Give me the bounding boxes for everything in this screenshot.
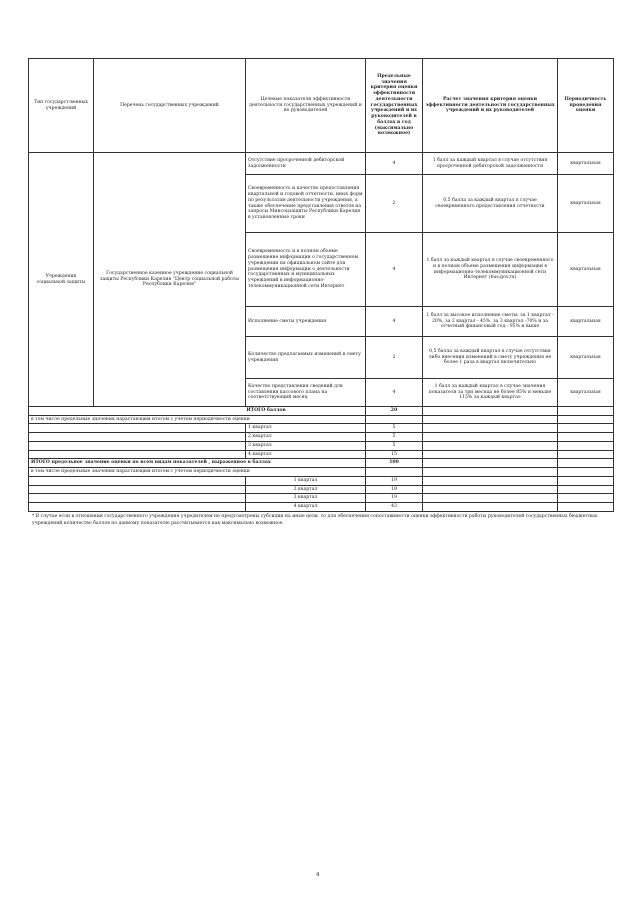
- evaluation-table: [28, 58, 614, 512]
- quarter-value: 15: [366, 450, 423, 459]
- points-cell: 4: [366, 153, 423, 175]
- subtotal-label: в том числе предельные значения нарастающим итогом с учетом периодичности оценки: [29, 468, 366, 477]
- quarter-value: 19: [366, 485, 423, 494]
- points-cell: 4: [366, 379, 423, 407]
- grand-total-row: [29, 459, 614, 468]
- quarter-label: 3 квартал: [246, 494, 366, 503]
- quarter-label: 3 квартал: [246, 441, 366, 450]
- calc-cell: 0,5 балла за каждый квартал в случае отсутствия либо внесения изменений в смету учреждения не более 1 раза в квартал включительно: [423, 337, 558, 379]
- quarter-value: 5: [366, 424, 423, 433]
- header-target-indicators: Целевые показатели эффективности деятельности государственных учреждений и их руководителей: [246, 59, 366, 153]
- total-label: ИТОГО баллов: [29, 407, 366, 416]
- indicator-cell: Исполнение сметы учреждения: [246, 307, 366, 337]
- total-row: [29, 407, 614, 416]
- header-row: [29, 59, 614, 153]
- total-value: 20: [366, 407, 423, 416]
- calc-cell: 1 балл за каждый квартал в случае отсутствия просроченной дебиторской задолженности: [423, 153, 558, 175]
- quarter-value: 43: [366, 503, 423, 512]
- footnote: * В случае если в отношении государственного учреждения учредителем не предусмотрены субсидии на иные цели, то для обеспечения сопоставимости оценки эффективности работы руководителей государственных бюджетных учреждений количество баллов по данному показателю рассчитывается как максимально возможное.: [32, 514, 598, 526]
- calc-cell: 0,5 балла за каждый квартал в случае своевременного предоставления отчетности: [423, 175, 558, 233]
- indicator-cell: Отсутствие просроченной дебиторской задолженности: [246, 153, 366, 175]
- quarter-value: 5: [366, 433, 423, 442]
- indicator-cell: Своевременность и в полном объеме размещение информации о государственном учреждении на официальном сайте для размещения информации о деятельности государственных и муниципальных учреждений в информационно-телекоммуникационной сети Интернет: [246, 233, 366, 307]
- quarter-row: [29, 494, 614, 503]
- quarter-label: 4 квартал: [246, 503, 366, 512]
- quarter-row: [29, 503, 614, 512]
- subtotal-label: в том числе предельные значения нарастающим итогом с учетом периодичности оценки: [29, 415, 366, 424]
- quarter-row: [29, 424, 614, 433]
- page-number: 4: [316, 872, 320, 878]
- period-cell: квартальная: [558, 379, 614, 407]
- subtotal-label-row: [29, 415, 614, 424]
- quarter-row: [29, 485, 614, 494]
- indicator-cell: Количество предлагаемых изменений в смету учреждения: [246, 337, 366, 379]
- quarter-label: 4 квартал: [246, 450, 366, 459]
- quarter-row: [29, 433, 614, 442]
- calc-cell: 1 балл за высокое исполнение сметы: за 1 квартал - 20%, за 2 квартал - 45%, за 3 квартал -70% и за отчетный финансовый год - 95% и выше: [423, 307, 558, 337]
- header-institution-list: Перечень государственных учреждений: [94, 59, 246, 153]
- header-calculation: Расчет значения критерия оценки эффективности деятельности государственных учреждений и их руководителей: [423, 59, 558, 153]
- period-cell: квартальная: [558, 337, 614, 379]
- period-cell: квартальная: [558, 153, 614, 175]
- quarter-label: 1 квартал: [246, 476, 366, 485]
- period-cell: квартальная: [558, 307, 614, 337]
- indicator-cell: Своевременность и качество предоставления квартальной и годовой отчетности, иных форм по результатам деятельности учреждения, а также обеспечение представления ответов на запросы Минсоцзащиты Республики Карелия в установленные сроки: [246, 175, 366, 233]
- grand-total-label: ИТОГО предельное значение оценки по всем видам показателей , выраженное в баллах: [29, 459, 366, 468]
- quarter-value: 19: [366, 494, 423, 503]
- quarter-value: 5: [366, 441, 423, 450]
- grand-total-value: 100: [366, 459, 423, 468]
- points-cell: 4: [366, 307, 423, 337]
- points-cell: 4: [366, 233, 423, 307]
- header-institution-type: Тип государст-венных учреждений: [29, 59, 94, 153]
- calc-cell: 1 балл за каждый квартал в случае своевременного и в полном объеме размещения информации в информационно-телекоммуникационной сети Интернет (bus.gov.ru): [423, 233, 558, 307]
- header-periodicity: Периодичность проведения оценки: [558, 59, 614, 153]
- table-row: [29, 153, 614, 175]
- indicator-cell: Качество представления сведений для составления кассового плана на соответствующий месяц: [246, 379, 366, 407]
- quarter-row: [29, 450, 614, 459]
- period-cell: квартальная: [558, 175, 614, 233]
- points-cell: 2: [366, 337, 423, 379]
- period-cell: квартальная: [558, 233, 614, 307]
- institution-list: Государственное казенное учреждение социальной защиты Республики Карелия "Центр социальной работы Республики Карелия": [94, 153, 246, 407]
- quarter-label: 2 квартал: [246, 433, 366, 442]
- quarter-label: 2 квартал: [246, 485, 366, 494]
- quarter-label: 1 квартал: [246, 424, 366, 433]
- header-max-points: Предельные значения критерия оценки эффективности деятельности государственных учреждений и их руководителей в баллах в год (максимально возможное): [366, 59, 423, 153]
- subtotal-label-row: [29, 468, 614, 477]
- quarter-value: 19: [366, 476, 423, 485]
- institution-type: Учреждения социальной защиты: [29, 153, 94, 407]
- quarter-row: [29, 441, 614, 450]
- points-cell: 2: [366, 175, 423, 233]
- quarter-row: [29, 476, 614, 485]
- calc-cell: 1 балл за каждый квартал в случае значения показателя за три месяца не более 85% и меньше 115% за каждый квартал: [423, 379, 558, 407]
